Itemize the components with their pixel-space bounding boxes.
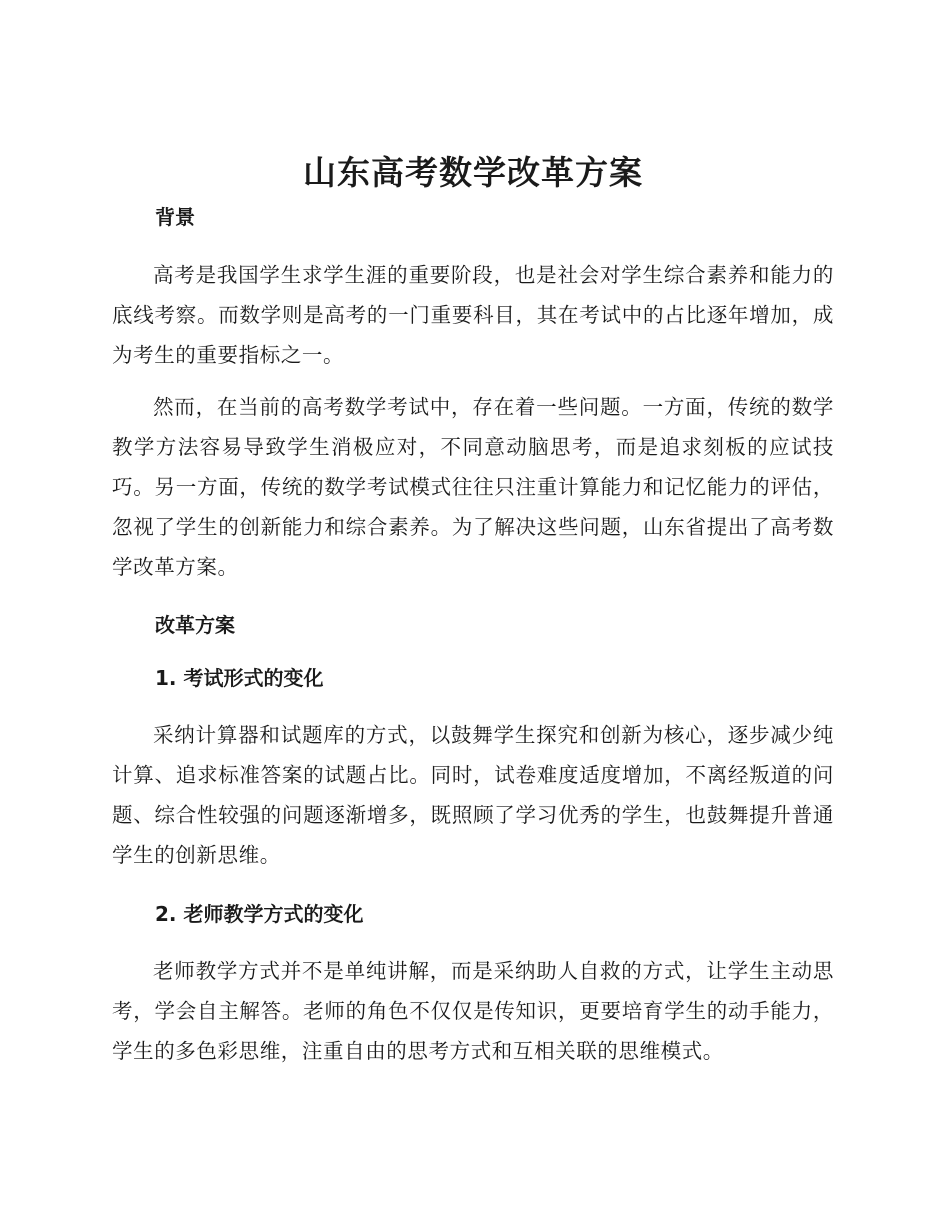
paragraph-exam-format: 采纳计算器和试题库的方式，以鼓舞学生探究和创新为核心，逐步减少纯计算、追求标准答案的试题占比。同时，试卷难度适度增加，不离经叛道的问题、综合性较强的问题逐渐增多，既照顾了学习优秀的学生，也鼓舞提升普通学生的创新思维。 <box>112 723 834 867</box>
section-heading-background: 背景 <box>155 205 195 229</box>
paragraph-background-2: 然而，在当前的高考数学考试中，存在着一些问题。一方面，传统的数学教学方法容易导致学生消极应对，不同意动脑思考，而是追求刻板的应试技巧。另一方面，传统的数学考试模式往往只注重计算能力和记忆能力的评估，忽视了学生的创新能力和综合素养。为了解决这些问题，山东省提出了高考数学改革方案。 <box>112 395 834 579</box>
paragraph-teaching-method: 老师教学方式并不是单纯讲解，而是采纳助人自救的方式，让学生主动思考，学会自主解答。老师的角色不仅仅是传知识，更要培育学生的动手能力，学生的多色彩思维，注重自由的思考方式和互相关联的思维模式。 <box>112 959 834 1063</box>
section-heading-reform: 改革方案 <box>155 613 235 637</box>
document-title: 山东高考数学改革方案 <box>303 153 643 192</box>
document-page <box>112 150 834 1071</box>
subsection-heading-teaching-method: 2. 老师教学方式的变化 <box>155 902 364 926</box>
paragraph-background-1: 高考是我国学生求学生涯的重要阶段，也是社会对学生综合素养和能力的底线考察。而数学则是高考的一门重要科目，其在考试中的占比逐年增加，成为考生的重要指标之一。 <box>112 263 834 367</box>
subsection-heading-exam-format: 1. 考试形式的变化 <box>155 666 324 690</box>
